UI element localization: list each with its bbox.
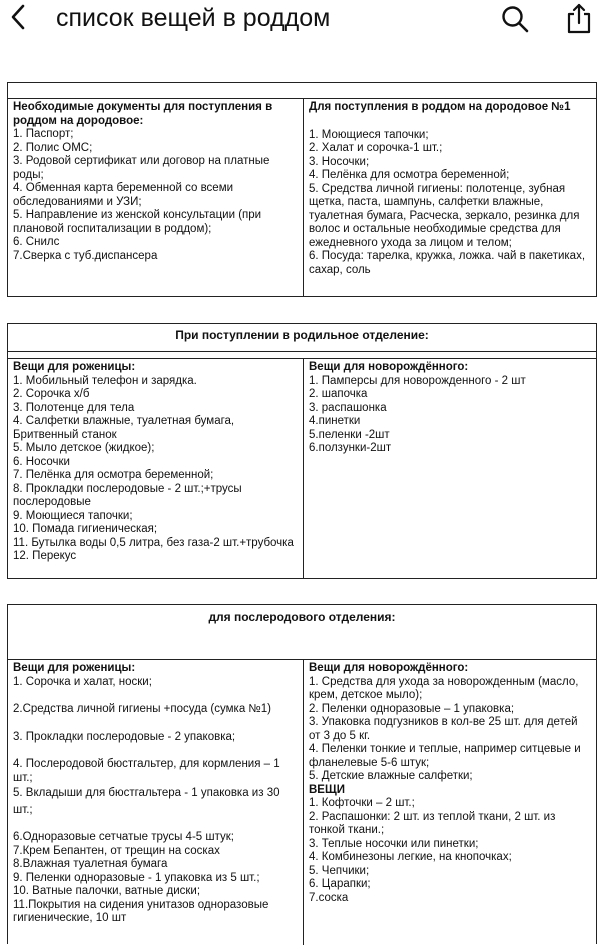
list-item: 5. Направление из женской консультации (при плановой госпитализации в роддом); bbox=[13, 209, 262, 235]
mother-items-column bbox=[8, 359, 304, 579]
list-item: 1. Памперсы для новорожденного - 2 шт bbox=[309, 374, 526, 387]
list-item: 11.Покрытия на сидения унитазов одноразовые гигиенические, 10 шт bbox=[13, 898, 269, 924]
list-item: 4. Послеродовой бюстгальтер, для кормления – 1 шт.; bbox=[13, 758, 280, 784]
mother-items-heading: Вещи для роженицы: bbox=[13, 361, 136, 373]
list-item: 5. Вкладыши для бюстгальтера - 1 упаковка из 30 шт.; bbox=[13, 787, 280, 816]
list-item: 7.соска bbox=[309, 891, 349, 904]
list-item: 6. Посуда: тарелка, кружка, ложка. чай в пакетиках, сахар, соль bbox=[309, 250, 586, 276]
back-button[interactable] bbox=[6, 2, 32, 32]
list-item: 2. Халат и сорочка-1 шт.; bbox=[309, 142, 443, 154]
list-item: 1. Средства для ухода за новорожденным (масло, крем, детское мыло); bbox=[309, 675, 579, 701]
list-item: 4. Салфетки влажные, туалетная бумага, Бритвенный станок bbox=[13, 415, 235, 441]
list-item: 8. Прокладки послеродовые - 2 шт.;+трусы послеродовые bbox=[13, 482, 242, 508]
documents-table bbox=[7, 82, 597, 297]
list-item: 4. Пеленки тонкие и теплые, например ситцевые и фланелевые 5-6 штук; bbox=[309, 743, 581, 769]
list-item: 5. Мыло детское (жидкое); bbox=[13, 442, 155, 454]
list-item: 1. Кофточки – 2 шт.; bbox=[309, 797, 415, 809]
list-item: 2. Полис ОМС; bbox=[13, 141, 93, 154]
newborn-postpartum-column bbox=[304, 660, 596, 945]
list-item: 4. Комбинезоны легкие, на кнопочках; bbox=[309, 851, 512, 863]
search-icon bbox=[500, 4, 530, 34]
list-item: 2. Сорочка х/б bbox=[13, 388, 90, 400]
list-item: 3. Родовой сертификат или договор на платные роды; bbox=[13, 155, 270, 181]
list-item: 9. Моющиеся тапочки; bbox=[13, 509, 133, 522]
list-item: 5. Средства личной гигиены: полотенце, зубная щетка, паста, шампунь, салфетки влажные, туалетная бумага, Расческа, зеркало, резинка для волос и остальные необходимые средства для ежедневного ухода за лицом и телом; bbox=[309, 182, 580, 249]
list-item: 3. Теплые носочки или пинетки; bbox=[309, 837, 479, 850]
list-item: 7.Сверка с туб.диспансера bbox=[13, 249, 158, 262]
delivery-table bbox=[7, 323, 597, 579]
delivery-section-title: При поступлении в родильное отделение: bbox=[175, 328, 429, 342]
list-item: 1. Мобильный телефон и зарядка. bbox=[13, 374, 197, 387]
page-title: список вещей в роддом bbox=[56, 4, 331, 32]
list-item: 6.ползунки-2шт bbox=[309, 442, 392, 454]
list-item: 1. Сорочка и халат, носки; bbox=[13, 675, 152, 688]
newborn-items-column bbox=[304, 359, 596, 579]
prenatal-heading: Для поступления в роддом на дородовое №1 bbox=[309, 101, 571, 113]
prenatal-items-column bbox=[304, 99, 596, 297]
newborn-postpartum-heading: Вещи для новорождённого: bbox=[309, 662, 469, 674]
list-item: 3. Прокладки послеродовые - 2 упаковка; bbox=[13, 730, 236, 743]
list-item: 2. шапочка bbox=[309, 388, 368, 400]
list-item: 2.Средства личной гигиены +посуда (сумка №1) bbox=[13, 703, 271, 715]
list-item: 3. Носочки; bbox=[309, 155, 370, 168]
list-item: 3. распашонка bbox=[309, 401, 387, 414]
list-item: 5. Чепчики; bbox=[309, 864, 370, 877]
postpartum-section-title: для послеродового отделения: bbox=[208, 610, 396, 624]
list-item: 6.Одноразовые сетчатые трусы 4-5 штук; bbox=[13, 831, 234, 843]
search-button[interactable] bbox=[500, 4, 530, 34]
list-item: 4. Пелёнка для осмотра беременной; bbox=[309, 169, 510, 181]
documents-heading: Необходимые документы для поступления в роддом на дородовое: bbox=[13, 101, 273, 127]
share-icon bbox=[566, 2, 592, 34]
chevron-left-icon bbox=[6, 2, 32, 32]
list-item: 7.Крем Бепантен, от трещин на сосках bbox=[13, 844, 220, 857]
list-item: 10. Помада гигиеническая; bbox=[13, 523, 158, 535]
mother-postpartum-column bbox=[8, 660, 304, 945]
list-item: 2. Распашонки: 2 шт. из теплой ткани, 2 шт. из тонкой ткани.; bbox=[309, 810, 556, 836]
newborn-items-heading: Вещи для новорождённого: bbox=[309, 361, 469, 373]
list-item: 2. Пеленки одноразовые – 1 упаковка; bbox=[309, 702, 515, 715]
list-item: 5. Детские влажные салфетки; bbox=[309, 770, 473, 782]
list-item: 3. Полотенце для тела bbox=[13, 401, 135, 414]
list-item: 11. Бутылка воды 0,5 литра, без газа-2 шт.+трубочка bbox=[13, 536, 294, 549]
share-button[interactable] bbox=[566, 2, 592, 34]
list-item: 10. Ватные палочки, ватные диски; bbox=[13, 885, 201, 897]
list-item: 3. Упаковка подгузников в кол-ве 25 шт. для детей от 3 до 5 кг. bbox=[309, 716, 578, 742]
list-item: 4. Обменная карта беременной со всеми обследованиями и УЗИ; bbox=[13, 182, 234, 208]
list-item: 8.Влажная туалетная бумага bbox=[13, 858, 168, 870]
list-item: 5.пеленки -2шт bbox=[309, 428, 390, 441]
list-item: 7. Пелёнка для осмотра беременной; bbox=[13, 469, 214, 481]
list-item: 4.пинетки bbox=[309, 415, 361, 427]
list-item: 6. Царапки; bbox=[309, 878, 371, 890]
list-item: 6. Носочки bbox=[13, 455, 70, 468]
postpartum-table bbox=[7, 604, 597, 944]
list-item: 12. Перекус bbox=[13, 550, 77, 562]
list-item: 1. Моющиеся тапочки; bbox=[309, 128, 429, 141]
list-item: 9. Пеленки одноразовые - 1 упаковка из 5 шт.; bbox=[13, 871, 260, 884]
documents-column bbox=[8, 99, 304, 297]
list-item: 1. Паспорт; bbox=[13, 128, 74, 140]
mother-postpartum-heading: Вещи для роженицы: bbox=[13, 662, 136, 674]
list-item: 6. Снилс bbox=[13, 236, 60, 248]
app-header bbox=[0, 0, 600, 36]
things-subheading: ВЕЩИ bbox=[309, 783, 345, 796]
